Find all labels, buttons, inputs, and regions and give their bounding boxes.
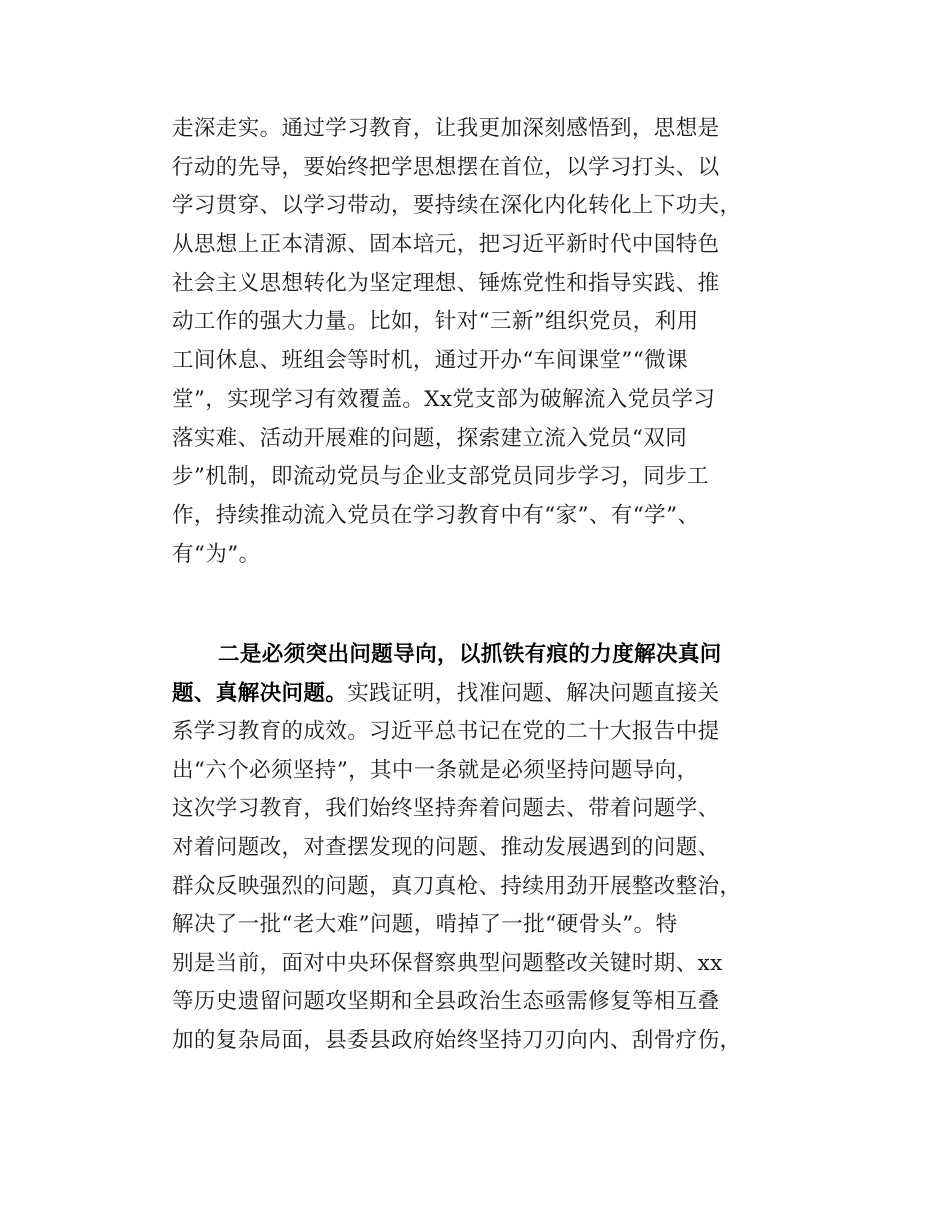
paragraph-line: 等历史遗留问题攻坚期和全县政治生态亟需修复等相互叠 [172, 989, 720, 1015]
paragraph-line: 加的复杂局面，县委县政府始终坚持刀刃向内、刮骨疗伤， [172, 1027, 742, 1053]
paragraph-line: 有“为”。 [172, 541, 261, 567]
paragraph-line-rest: 实践证明，找准问题、解决问题直接关 [347, 680, 720, 706]
paragraph-line: 学习贯穿、以学习带动，要持续在深化内化转化上下功夫， [172, 193, 742, 219]
paragraph-line: 社会主义思想转化为坚定理想、锤炼党性和指导实践、推 [172, 270, 720, 296]
section-heading-line-1: 二是必须突出问题导向，以抓铁有痕的力度解决真问 [218, 642, 722, 667]
paragraph-line: 对着问题改，对查摆发现的问题、推动发展遇到的问题、 [172, 834, 720, 860]
paragraph-line: 出“六个必须坚持”，其中一条就是必须坚持问题导向， [172, 757, 699, 783]
paragraph-line: 作，持续推动流入党员在学习教育中有“家”、有“学”、 [172, 502, 700, 528]
section-heading-tail: 题、真解决问题。 [172, 680, 348, 706]
paragraph-line: 从思想上正本清源、固本培元，把习近平新时代中国特色 [172, 232, 720, 258]
paragraph-line: 群众反映强烈的问题，真刀真枪、持续用劲开展整改整治， [172, 873, 742, 899]
paragraph-line: 行动的先导，要始终把学思想摆在首位，以学习打头、以 [172, 154, 720, 180]
paragraph-line: 步”机制，即流动党员与企业支部党员同步学习，同步工 [172, 464, 709, 490]
paragraph-line: 别是当前，面对中央环保督察典型问题整改关键时期、xx [172, 950, 723, 976]
paragraph-line: 系学习教育的成效。习近平总书记在党的二十大报告中提 [172, 719, 720, 745]
paragraph-line: 走深走实。通过学习教育，让我更加深刻感悟到，思想是 [172, 116, 720, 141]
paragraph-line: 落实难、活动开展难的问题，探索建立流入党员“双同 [172, 425, 688, 451]
paragraph-line: 动工作的强大力量。比如，针对“三新”组织党员，利用 [172, 309, 699, 335]
paragraph-2 [172, 636, 812, 1061]
paragraph-line: 工间休息、班组会等时机，通过开办“车间课堂”“微课 [172, 348, 688, 374]
paragraph-1 [172, 110, 812, 574]
paragraph-line: 堂”，实现学习有效覆盖。Xx党支部为破解流入党员学习 [172, 386, 716, 412]
section-heading-line-2 [172, 675, 812, 714]
paragraph-line: 解决了一批“老大难”问题，啃掉了一批“硬骨头”。特 [172, 912, 678, 938]
paragraph-line: 这次学习教育，我们始终坚持奔着问题去、带着问题学、 [172, 796, 720, 822]
